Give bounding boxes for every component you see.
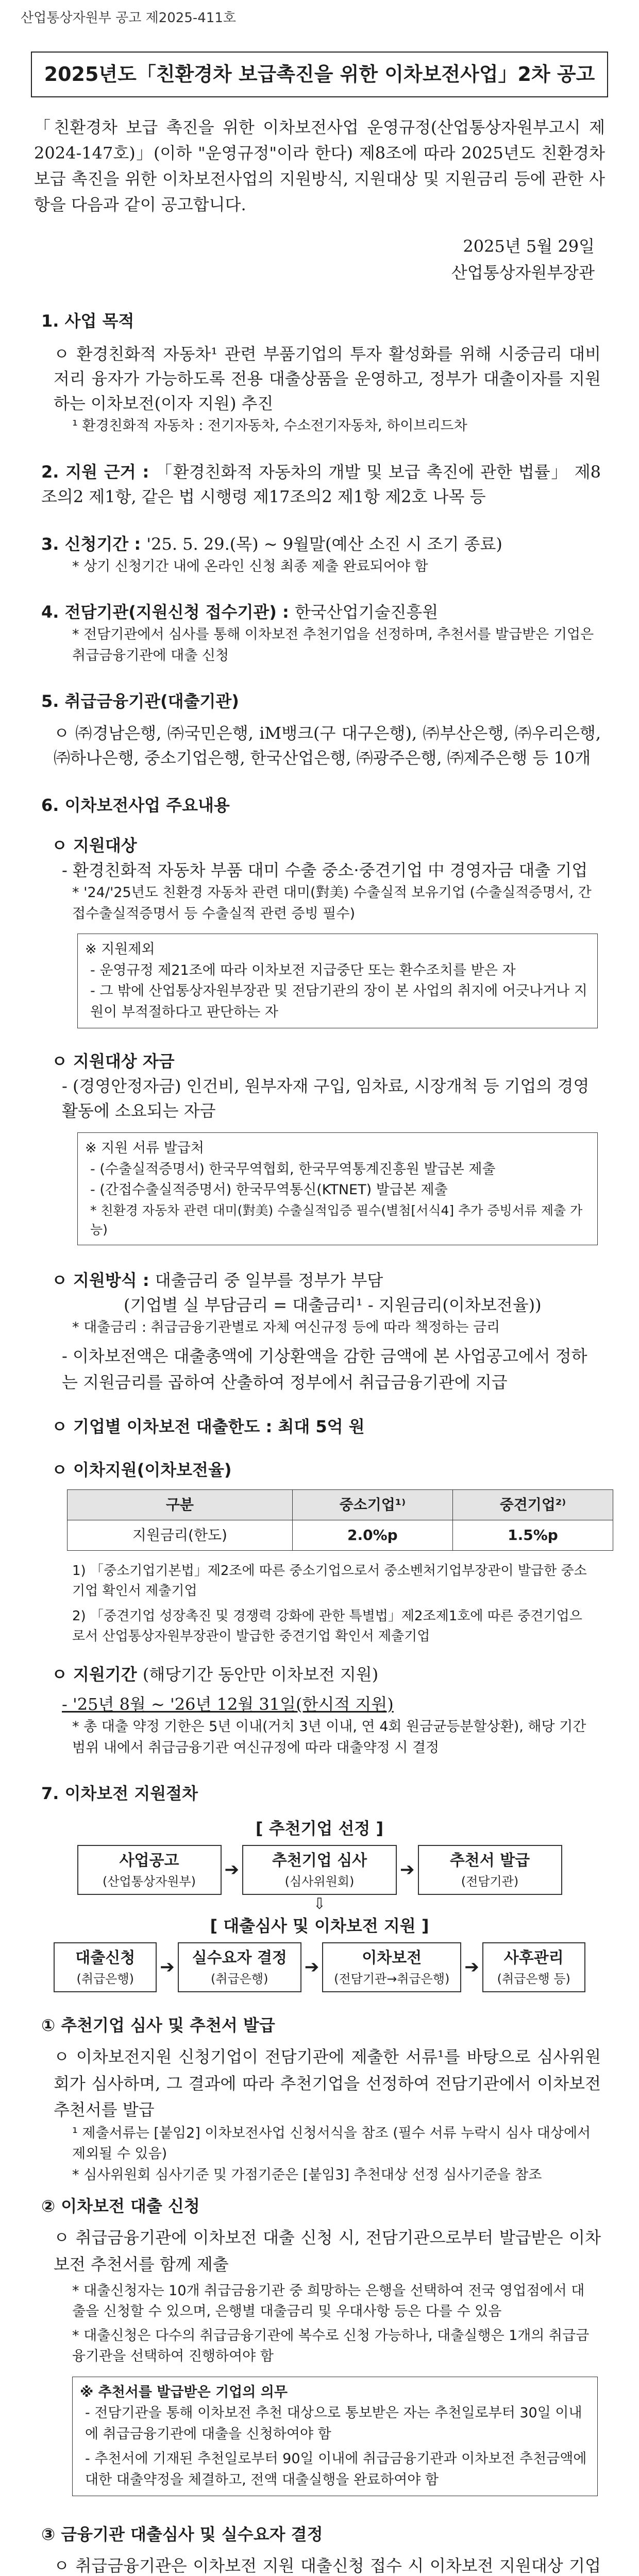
rate-row-sme: 2.0%p	[292, 1520, 452, 1551]
step-2-note-2: * 대출신청은 다수의 취급금융기관에 복수로 신청 가능하나, 대출실행은 1개의 취급금융기관을 선택하여 진행하여야 함	[72, 2327, 590, 2365]
exclusion-item-1: - 운영규정 제21조에 따라 이차보전 지급중단 또는 환수조치를 받은 자	[90, 962, 516, 978]
rate-title: ㅇ 이차지원(이차보전율)	[52, 1460, 232, 1480]
section-4-heading	[41, 600, 618, 624]
flow2-row	[21, 1942, 618, 1992]
flow2-step-4-title: 사후관리	[503, 1949, 564, 1968]
section-3-text: '25. 5. 29.(목) ~ 9월말(예산 소진 시 조기 종료)	[146, 534, 502, 554]
flow2-step-3-sub: (전담기관→취급은행)	[334, 1972, 450, 1987]
rate-row-midsize: 1.5%p	[452, 1520, 613, 1551]
method-formula: (기업별 실 부담금리 = 대출금리¹ - 지원금리(이차보전율))	[124, 1295, 542, 1315]
obligation-box	[72, 2377, 598, 2497]
rate-header-midsize: 중견기업²⁾	[452, 1490, 613, 1520]
documents-item-1: - (수출실적증명서) 한국무역협회, 한국무역통계진흥원 발급본 제출	[90, 1161, 496, 1177]
step-2-note-1: * 대출신청자는 10개 취급금융기관 중 희망하는 은행을 선택하여 전국 영업점에서 대출을 신청할 수 있으며, 은행별 대출금리 및 우대사항 등은 다를 수 있음	[72, 2282, 585, 2320]
section-2-title: 2. 지원 근거 :	[41, 462, 149, 482]
rate-footnote-2: 2) 「중견기업 성장촉진 및 경쟁력 강화에 관한 특별법」제2조제1호에 따른 중견기업으로서 산업통상자원부장관이 발급한 중견기업 확인서 제출기업	[72, 1608, 582, 1645]
method-title: ㅇ 지원방식 :	[52, 1270, 149, 1290]
section-3-note: * 상기 신청기간 내에 온라인 신청 최종 제출 완료되어야 함	[72, 558, 428, 574]
flow2-step-4	[482, 1942, 585, 1992]
step-2-text: ㅇ 취급금융기관에 이차보전 대출 신청 시, 전담기관으로부터 발급받은 이차보전 추천서를 함께 제출	[54, 2228, 601, 2274]
period-sub: (해당기간 동안만 이차보전 지원)	[142, 1665, 379, 1685]
notice-signer: 산업통상자원부장관	[451, 262, 595, 282]
flow2-step-3	[322, 1942, 461, 1992]
documents-item-3: * 친환경 자동차 관련 대미(對美) 수출실적입증 필수(별첨[서식4] 추가 증빙서류 제출 가능)	[90, 1202, 583, 1237]
period-title: ㅇ 지원기간	[52, 1665, 137, 1685]
flow2-step-2-sub: (취급은행)	[211, 1972, 268, 1987]
step-1-note-2: * 심사위원회 심사기준 및 가점기준은 [붙임3] 추천대상 선정 심사기준을 참조	[72, 2166, 542, 2183]
period-text: - '25년 8월 ~ '26년 12월 31일(한시적 지원)	[62, 1694, 394, 1715]
step-1-note-1: ¹ 제출서류는 [붙임2] 이차보전사업 신청서식을 참조 (필수 서류 누락시 심사 대상에서 제외될 수 있음)	[72, 2125, 591, 2162]
section-1-note: ¹ 환경친화적 자동차 : 전기자동차, 수소전기자동차, 하이브리드차	[72, 418, 467, 434]
fund-text: - (경영안정자금) 인건비, 원부자재 구입, 임차료, 시장개척 등 기업의 경영활동에 소요되는 자금	[62, 1076, 590, 1121]
rate-table-row	[68, 1520, 613, 1551]
flow1-step-3-title: 추천서 발급	[449, 1852, 530, 1870]
documents-item-2: - (간접수출실적증명서) 한국무역통신(KTNET) 발급본 제출	[90, 1182, 448, 1198]
target-text: - 환경친화적 자동차 부품 대미 수출 중소·중견기업 中 경영자금 대출 기업	[62, 860, 588, 880]
notice-date: 2025년 5월 29일	[463, 236, 595, 256]
flow2-step-1-sub: (취급은행)	[76, 1972, 134, 1987]
flow1-step-1-sub: (산업통상자원부)	[102, 1874, 196, 1889]
rate-table	[67, 1489, 613, 1551]
documents-box	[77, 1132, 598, 1245]
notice-ref: 산업통상자원부 공고 제2025-411호	[21, 10, 236, 26]
flow1-title: [ 추천기업 선정 ]	[255, 1819, 384, 1839]
step-3-title: ③ 금융기관 대출심사 및 실수요자 결정	[41, 2524, 323, 2545]
rate-footnote-1: 1) 「중소기업기본법」제2조에 따른 중소기업으로서 중소벤처기업부장관이 발급한 중소기업 확인서 제출기업	[72, 1563, 587, 1599]
flow2-step-2	[178, 1942, 301, 1992]
section-1-heading: 1. 사업 목적	[41, 311, 134, 331]
arrow-right-icon: ➔	[400, 1859, 415, 1880]
obligation-title: ※ 추천서를 발급받은 기업의 의무	[80, 2384, 288, 2400]
rate-table-header	[68, 1490, 613, 1520]
arrow-right-icon: ➔	[160, 1957, 175, 1978]
section-3-title: 3. 신청기간 :	[41, 534, 141, 554]
flow1-step-1-title: 사업공고	[119, 1852, 179, 1870]
obligation-item-2: - 추천서에 기재된 추천일로부터 90일 이내에 취급금융기관과 이차보전 추천금액에 대한 대출약정을 체결하고, 전액 대출실행을 완료하여야 함	[85, 2451, 587, 2488]
section-4-title: 4. 전담기관(지원신청 접수기관) :	[41, 602, 289, 622]
rate-row-label: 지원금리(한도)	[68, 1520, 293, 1551]
rate-header-category: 구분	[68, 1490, 293, 1520]
section-7-heading: 7. 이차보전 지원절차	[41, 1784, 198, 1804]
method-text: 대출금리 중 일부를 정부가 부담	[155, 1270, 383, 1290]
step-3-text: ㅇ 취급금융기관은 이차보전 지원 대출신청 접수 시 이차보전 지원대상 기업	[54, 2556, 601, 2576]
flow1-step-1	[77, 1845, 222, 1895]
obligation-item-1: - 전담기관을 통해 이차보전 추천 대상으로 통보받은 자는 추천일로부터 30일 이내에 취급금융기관에 대출을 신청하여야 함	[85, 2405, 582, 2442]
flow1-step-2	[242, 1845, 397, 1895]
exclusion-box	[77, 934, 598, 1028]
arrow-down-icon: ⇩	[313, 1895, 326, 1913]
fund-title: ㅇ 지원대상 자금	[52, 1052, 175, 1071]
step-1-text: ㅇ 이차보전지원 신청기업이 전담기관에 제출한 서류¹를 바탕으로 심사위원회가 심사하며, 그 결과에 따라 추천기업을 선정하여 전담기관에서 이차보전 추천서를 발급	[54, 2047, 601, 2120]
section-2-text: 「환경친화적 자동차의 개발 및 보급 촉진에 관한 법률」 제8조의2 제1항, 같은 법 시행령 제17조의2 제1항 제2호 나목 등	[41, 462, 601, 506]
loan-limit: ㅇ 기업별 이차보전 대출한도 : 최대 5억 원	[52, 1417, 365, 1437]
arrow-right-icon: ➔	[224, 1859, 239, 1880]
period-note: * 총 대출 약정 기한은 5년 이내(거치 3년 이내, 연 4회 원금균등분할상환), 해당 기간범위 내에서 취급금융기관 여신규정에 따라 대출약정 시 결정	[72, 1719, 586, 1756]
flow1-step-3-sub: (전담기관)	[461, 1874, 519, 1889]
intro-paragraph: 「친환경차 보급 촉진을 위한 이차보전사업 운영규정(산업통상자원부고시 제2024-147호)」(이하 "운영규정"이라 한다) 제8조에 따라 2025년도 친환경차 보급 촉진을 위한 이차보전사업의 지원방식, 지원대상 및 지원금리 등에 관한 사항을 다음과 같이 공고합니다.	[34, 117, 605, 214]
arrow-right-icon: ➔	[464, 1957, 479, 1978]
exclusion-title: ※ 지원제외	[85, 941, 155, 957]
step-1-title: ① 추천기업 심사 및 추천서 발급	[41, 2015, 275, 2036]
section-6-heading: 6. 이차보전사업 주요내용	[41, 795, 230, 815]
flow2-step-2-title: 실수요자 결정	[192, 1949, 287, 1968]
flow1-step-2-sub: (심사위원회)	[284, 1874, 355, 1889]
flow2-step-4-sub: (취급은행 등)	[497, 1972, 570, 1987]
flow1-step-2-title: 추천기업 심사	[272, 1852, 367, 1870]
section-5-heading: 5. 취급금융기관(대출기관)	[41, 691, 239, 711]
section-2-heading	[41, 460, 601, 509]
target-title: ㅇ 지원대상	[52, 836, 137, 855]
target-note: * '24/'25년도 친환경 자동차 관련 대미(對美) 수출실적 보유기업 (수출실적증명서, 간접수출실적증명서 등 수출실적 관련 증빙 필수)	[72, 885, 592, 922]
period-heading	[52, 1662, 618, 1687]
section-5-banks: ㅇ ㈜경남은행, ㈜국민은행, iM뱅크(구 대구은행), ㈜부산은행, ㈜우리은행, ㈜하나은행, 중소기업은행, 한국산업은행, ㈜광주은행, ㈜제주은행 등 10개	[54, 723, 601, 768]
arrow-right-icon: ➔	[304, 1957, 320, 1978]
flow2-title: [ 대출심사 및 이차보전 지원 ]	[210, 1916, 429, 1936]
section-4-note: * 전담기관에서 심사를 통해 이차보전 추천기업을 선정하며, 추천서를 발급받은 기업은 취급금융기관에 대출 신청	[72, 626, 594, 664]
flow2-step-3-title: 이차보전	[362, 1949, 422, 1968]
flow1-step-3	[418, 1845, 562, 1895]
step-2-title: ② 이차보전 대출 신청	[41, 2196, 200, 2216]
method-note: * 대출금리 : 취급금융기관별로 자체 여신규정 등에 따라 책정하는 금리	[72, 1319, 500, 1335]
section-3-heading	[41, 532, 618, 556]
flow2-step-1-title: 대출신청	[75, 1949, 136, 1968]
section-4-text: 한국산업기술진흥원	[294, 602, 439, 622]
notice-title: 2025년도「친환경차 보급촉진을 위한 이차보전사업」2차 공고	[31, 52, 608, 97]
documents-title: ※ 지원 서류 발급처	[85, 1140, 204, 1156]
method-heading	[52, 1268, 618, 1293]
flow2-step-1	[54, 1942, 157, 1992]
section-1-item: ㅇ 환경친화적 자동차¹ 관련 부품기업의 투자 활성화를 위해 시중금리 대비 저리 융자가 가능하도록 전용 대출상품을 운영하고, 정부가 대출이자를 지원하는 이차보전(이자 지원) 추진	[54, 344, 601, 413]
rate-header-sme: 중소기업¹⁾	[292, 1490, 452, 1520]
flow1-row	[21, 1845, 618, 1895]
method-dash: - 이차보전액은 대출총액에 기상환액을 감한 금액에 본 사업공고에서 정하는 지원금리를 곱하여 산출하여 정부에서 취급금융기관에 지급	[62, 1346, 587, 1393]
exclusion-item-2: - 그 밖에 산업통상자원부장관 및 전담기관의 장이 본 사업의 취지에 어긋나거나 지원이 부적절하다고 판단하는 자	[90, 983, 587, 1020]
